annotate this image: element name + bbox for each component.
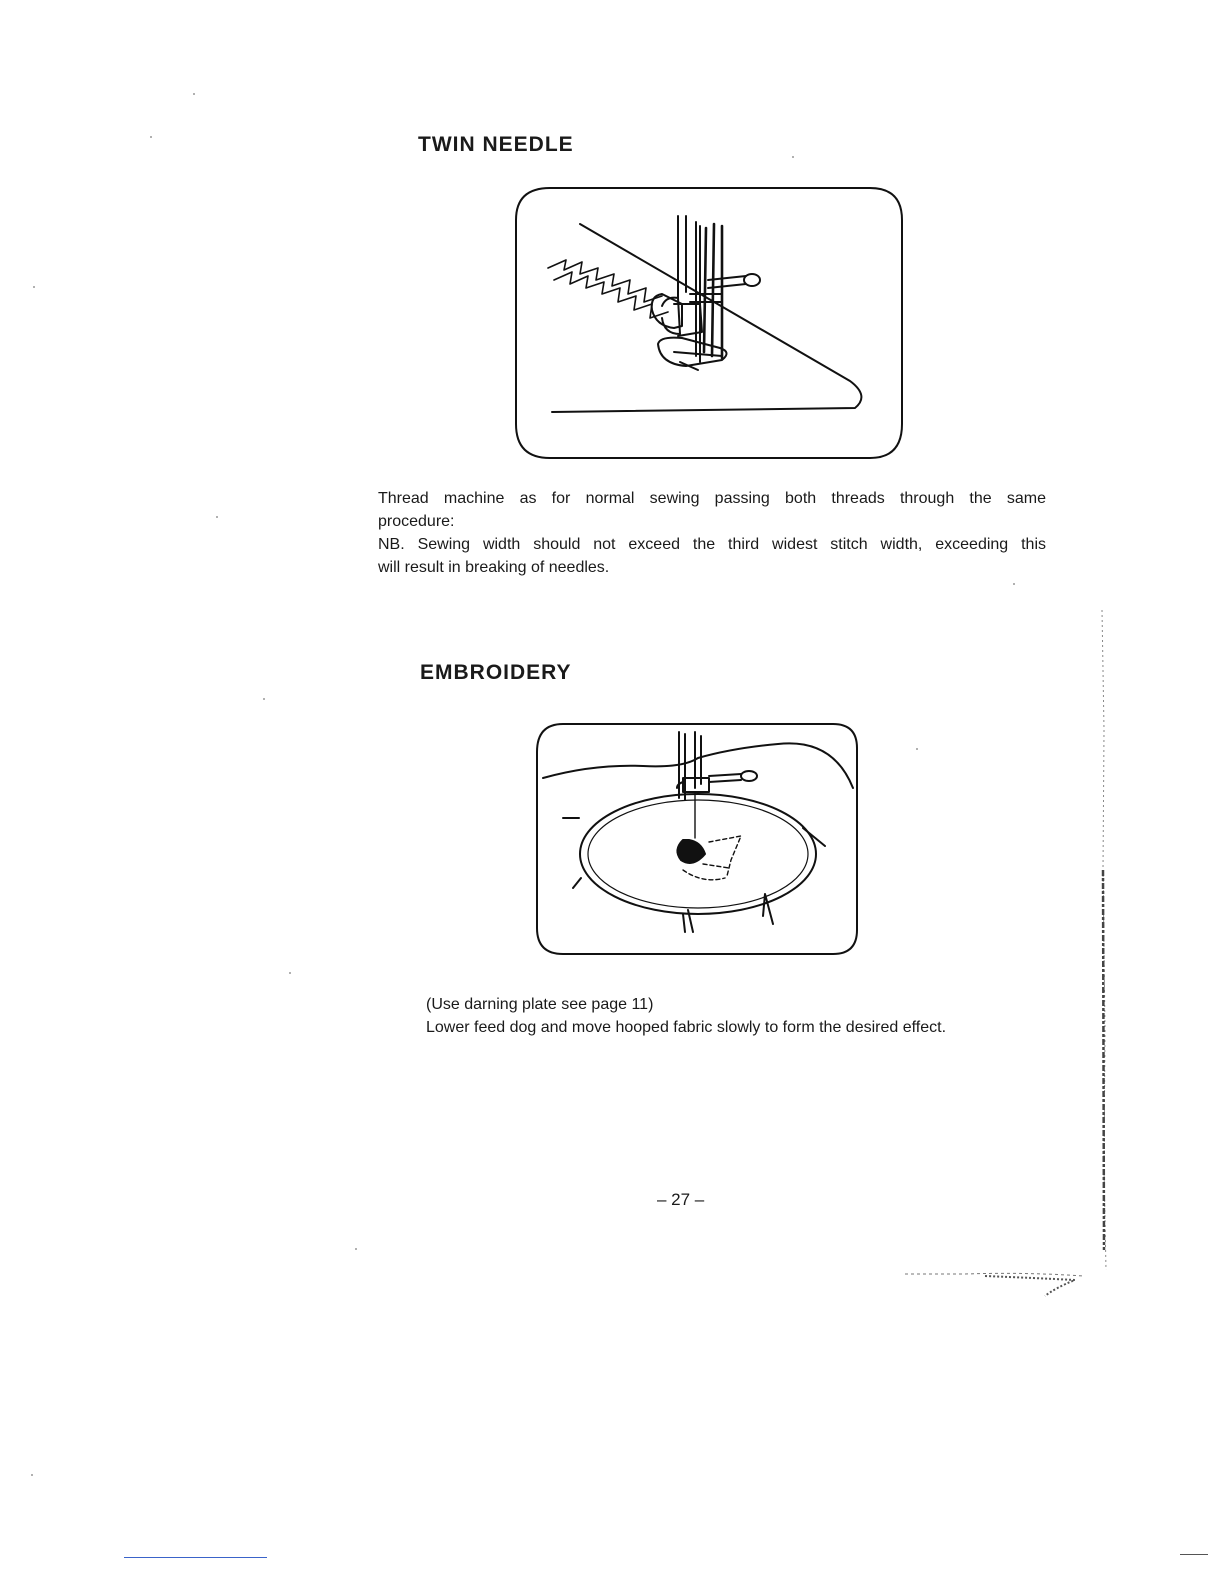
embroidery-illustration xyxy=(533,718,863,960)
twin-needle-illustration xyxy=(510,176,906,466)
scan-page-curl xyxy=(905,1266,1085,1306)
embroidery-motif xyxy=(677,840,705,863)
twin-needle-note: NB. Sewing width should not exceed the third widest stitch width, exceeding this xyxy=(378,536,1046,553)
page-number: – 27 – xyxy=(657,1190,705,1209)
twin-needle-instructions xyxy=(378,487,1046,579)
thread-guide xyxy=(709,774,741,782)
twin-needle-heading: TWIN NEEDLE xyxy=(418,133,574,156)
scan-dash-mark xyxy=(1180,1554,1208,1555)
embroidery-line-2: Lower feed dog and move hooped fabric slowly to form the desired effect. xyxy=(426,1019,947,1036)
frame xyxy=(516,188,902,458)
fabric-edge xyxy=(543,743,853,788)
scan-edge-shadow xyxy=(1094,610,1108,1270)
twin-needle-line-2: procedure: xyxy=(378,513,455,530)
twin-needle xyxy=(704,224,722,358)
zigzag-stitch-1 xyxy=(548,260,662,302)
twin-needle-line-4: will result in breaking of needles. xyxy=(378,559,610,576)
embroidery-instructions xyxy=(426,993,1046,1039)
embroidery-heading: EMBROIDERY xyxy=(420,661,572,684)
embroidery-line-1: (Use darning plate see page 11) xyxy=(426,996,654,1013)
zigzag-stitch-2 xyxy=(554,272,668,318)
twin-needle-line-1: Thread machine as for normal sewing passing both threads through the same xyxy=(378,490,1046,507)
scan-blue-rule xyxy=(124,1557,267,1558)
